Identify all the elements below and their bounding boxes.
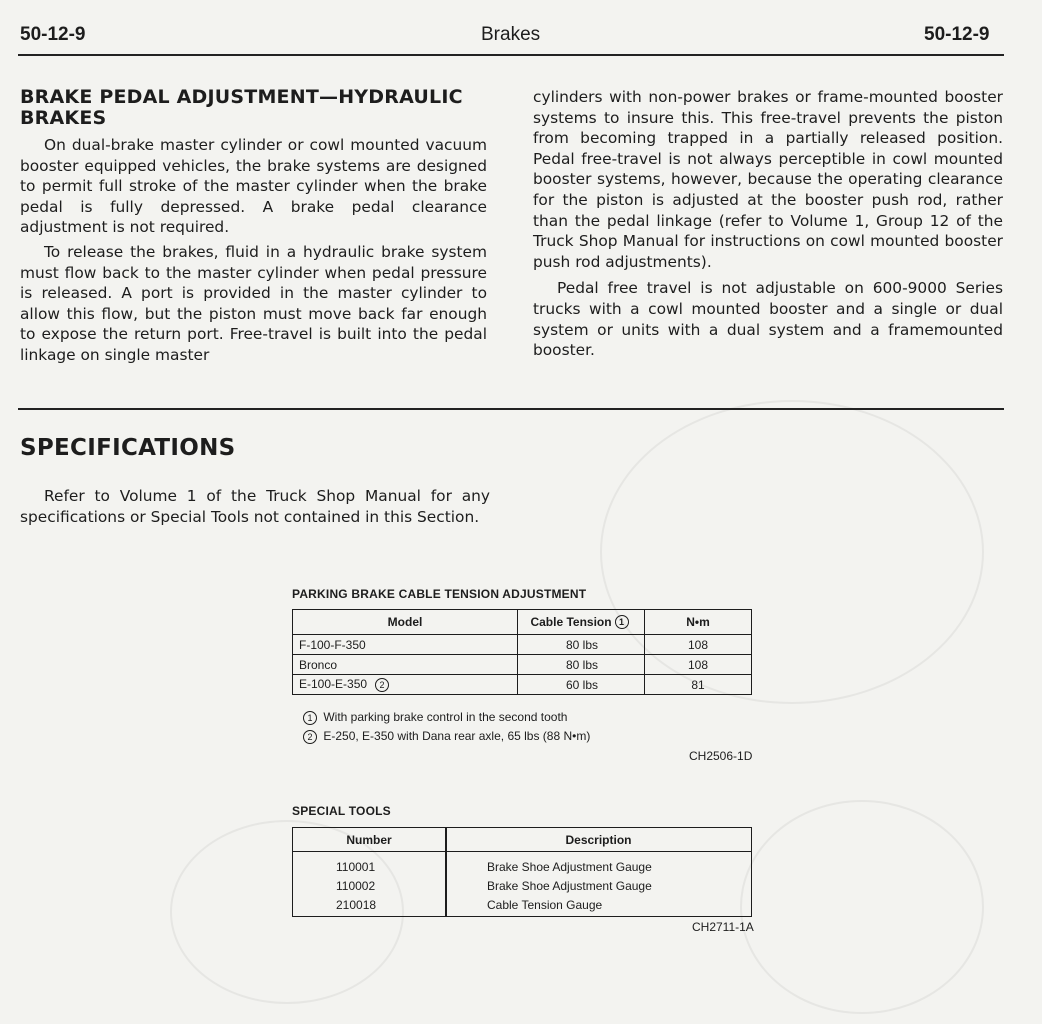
paragraph-2-continued: cylinders with non-power brakes or frame-mounted booster systems to insure this. This free-travel prevents the piston from becoming trapped in a partially released position. Pedal free-travel is not always perceptible in cowl mounted booster systems, however, because the operating clearance for the piston is adjusted at the booster push rod, rather than the pedal linkage (refer to Volume 1, Group 12 of the Truck Shop Manual for instructions on cowl mounted booster push rod adjustments). — [533, 88, 1003, 271]
section-body-left — [20, 135, 487, 366]
parking-table-footnotes — [300, 708, 590, 746]
footnote-2: 2 E-250, E-350 with Dana rear axle, 65 lbs (88 N•m) — [300, 727, 590, 746]
column-header-cable-tension: Cable Tension 1 — [518, 610, 645, 635]
parking-brake-table — [292, 609, 752, 695]
table-row: Bronco 80 lbs 108 — [293, 655, 752, 675]
page-number-right: 50-12-9 — [924, 24, 990, 45]
parking-table-caption: PARKING BRAKE CABLE TENSION ADJUSTMENT — [292, 587, 587, 601]
table-row: F-100-F-350 80 lbs 108 — [293, 635, 752, 655]
show-through-drum-right-lower — [740, 800, 984, 1014]
section-brake-pedal-right — [533, 87, 1003, 361]
section-divider — [18, 408, 1004, 410]
table-row: 110001 Brake Shoe Adjustment Gauge — [336, 860, 652, 874]
table-row: 110002 Brake Shoe Adjustment Gauge — [336, 879, 652, 893]
figure-code-parking: CH2506-1D — [689, 749, 753, 763]
column-header-number: Number — [346, 833, 392, 847]
column-header-nm: N•m — [645, 610, 752, 635]
tools-header-row — [293, 828, 751, 852]
section-brake-pedal-left — [20, 87, 487, 366]
paragraph-3: Pedal free travel is not adjustable on 600-9000 Series trucks with a cowl mounted booster and a single or dual system or units with a dual system and a framemounted booster. — [533, 279, 1003, 360]
column-header-model: Model — [293, 610, 518, 635]
footnote-marker-1: 1 — [615, 615, 629, 629]
special-tools-table — [292, 827, 752, 917]
specifications-title: SPECIFICATIONS — [20, 435, 236, 461]
specifications-text: Refer to Volume 1 of the Truck Shop Manual for any specifications or Special Tools not contained in this Section. — [20, 487, 490, 526]
table-row: 210018 Cable Tension Gauge — [336, 898, 603, 912]
column-header-description: Description — [565, 833, 632, 847]
paragraph-2: To release the brakes, fluid in a hydraulic brake system must flow back to the master cylinder when pedal pressure is released. A port is provided in the master cylinder to allow this flow, but the piston must move back far enough to expose the return port. Free-travel is built into the pedal linkage on single master — [20, 242, 487, 364]
table-row: E-100-E-350 2 60 lbs 81 — [293, 675, 752, 695]
footnote-1: 1 With parking brake control in the second tooth — [300, 708, 590, 727]
header-rule — [18, 54, 1004, 56]
section-title: BRAKE PEDAL ADJUSTMENT—HYDRAULIC BRAKES — [20, 86, 463, 129]
footnote-marker-2: 2 — [375, 678, 389, 692]
paragraph-1: On dual-brake master cylinder or cowl mounted vacuum booster equipped vehicles, the brake systems are designed to permit full stroke of the master cylinder when the brake pedal is fully depressed. A brake pedal clearance adjustment is not required. — [20, 136, 487, 237]
page-header-title: Brakes — [481, 24, 541, 45]
figure-code-tools: CH2711-1A — [692, 920, 754, 934]
tools-table-caption: SPECIAL TOOLS — [292, 804, 391, 818]
page-number-left: 50-12-9 — [20, 24, 86, 45]
